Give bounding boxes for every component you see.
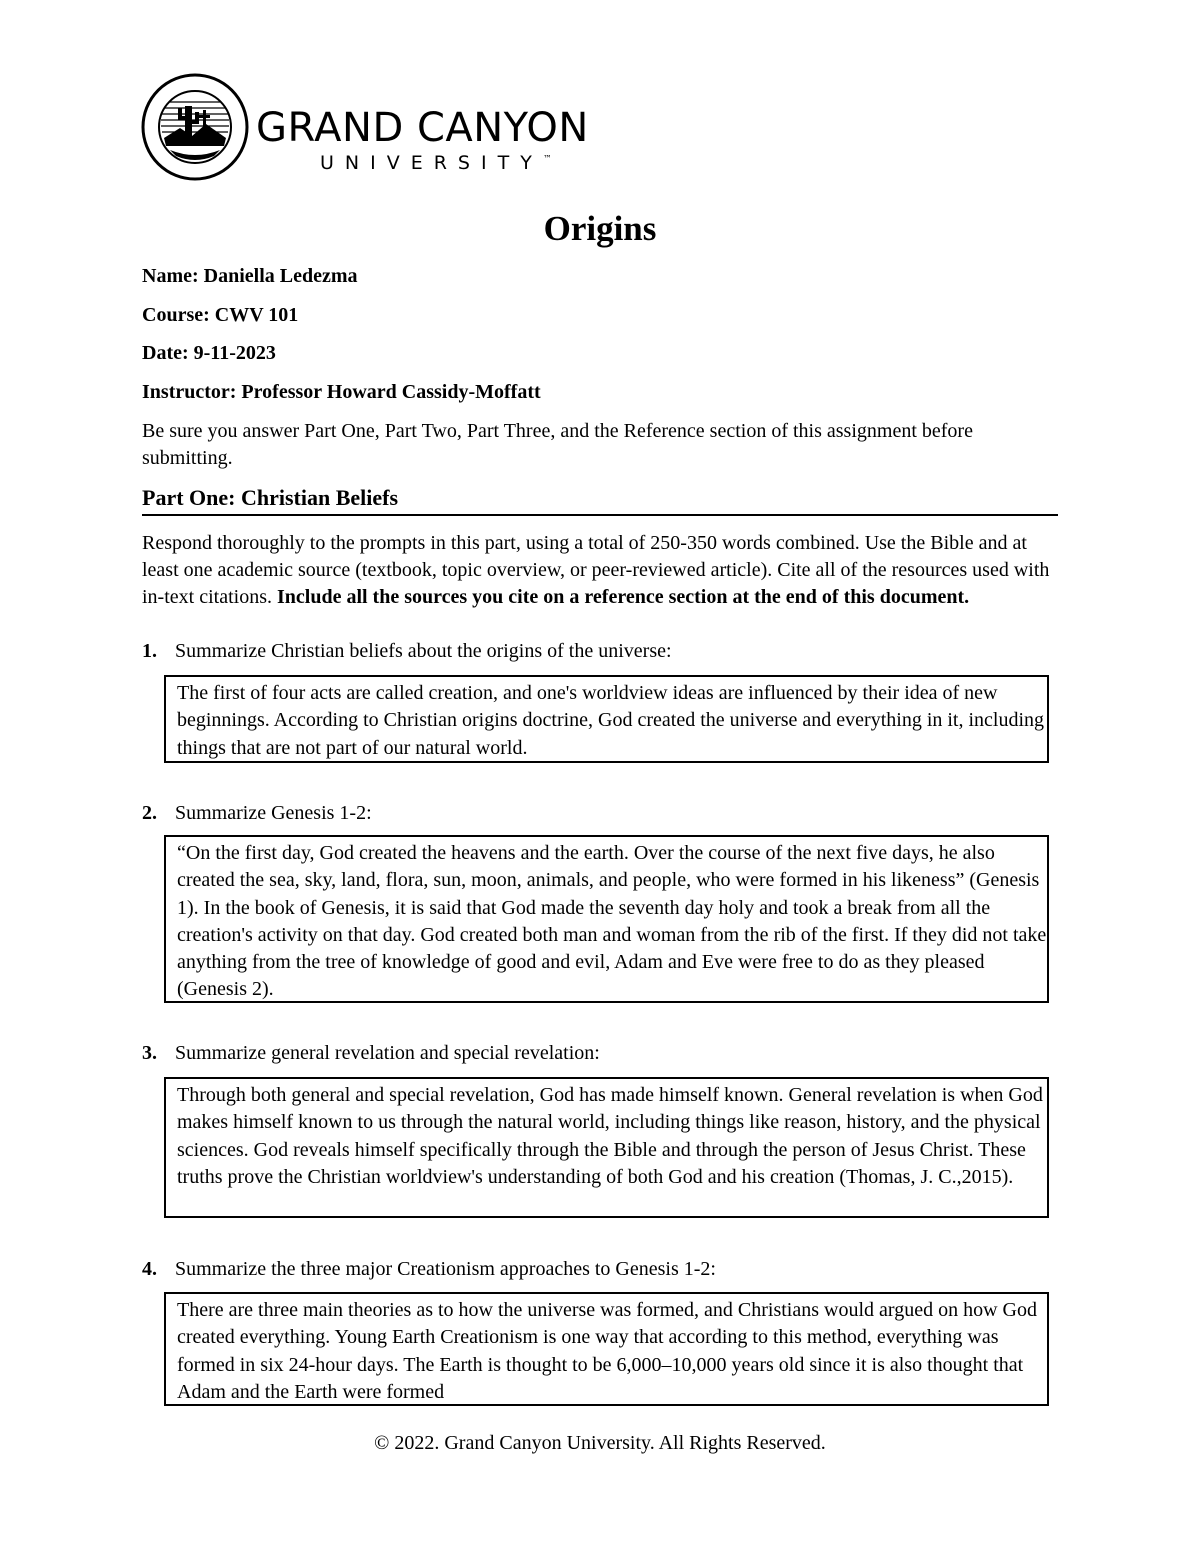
question-4 [142, 1256, 716, 1283]
university-logo [140, 72, 620, 182]
question-number: 4. [142, 1258, 157, 1280]
instructor-name: Instructor: Professor Howard Cassidy-Moffatt [142, 381, 541, 403]
question-number: 3. [142, 1042, 157, 1064]
prompt-text: Respond thoroughly to the prompts in this part, using a total of 250-350 words combined. Use the Bible and at least one academic source (textbook, topic overview, or peer-reviewed article). Cite all of the resources used with in-text citations. [142, 532, 1050, 608]
logo-wordmark: GRAND CANYON [256, 105, 589, 151]
question-3 [142, 1040, 600, 1067]
instructions-text: Be sure you answer Part One, Part Two, Part Three, and the Reference section of this assignment before submitting. [142, 420, 973, 469]
question-number: 1. [142, 640, 157, 662]
submission-date: Date: 9-11-2023 [142, 342, 276, 364]
question-text: Summarize general revelation and special revelation: [175, 1042, 600, 1064]
student-name: Name: Daniella Ledezma [142, 265, 358, 287]
section-prompt [142, 530, 1057, 611]
question-1 [142, 638, 672, 665]
answer-box-3: Through both general and special revelation, God has made himself known. General revelation is when God makes himself known to us through the natural world, including things like reason, history, and the physical sciences. God reveals himself specifically through the Bible and through the person of Jesus Christ. These truths prove the Christian worldview's understanding of both God and his creation (Thomas, J. C.,2015). [164, 1077, 1049, 1218]
university-seal-icon [140, 72, 250, 182]
prompt-bold-text: Include all the sources you cite on a reference section at the end of this document. [276, 586, 970, 608]
course-name: Course: CWV 101 [142, 304, 299, 326]
answer-box-2: “On the first day, God created the heavens and the earth. Over the course of the next five days, he also created the sea, sky, land, flora, sun, moon, animals, and people, who were formed in his likeness” (Genesis 1). In the book of Genesis, it is said that God made the seventh day holy and took a break from all the creation's activity on that day. God created both man and woman from the rib of the first. If they did not take anything from the tree of knowledge of good and evil, Adam and Eve were free to do as they pleased (Genesis 2). [164, 835, 1049, 1003]
answer-box-4: There are three main theories as to how the universe was formed, and Christians would argued on how God created everything. Young Earth Creationism is one way that according to this method, everything was formed in six 24-hour days. The Earth is thought to be 6,000–10,000 years old since it is also thought that Adam and the Earth were formed [164, 1292, 1049, 1406]
logo-subwordmark: UNIVERSITY™ [320, 152, 552, 174]
question-text: Summarize the three major Creationism approaches to Genesis 1-2: [175, 1258, 716, 1280]
copyright-footer: © 2022. Grand Canyon University. All Rights Reserved. [374, 1432, 826, 1454]
section-heading: Part One: Christian Beliefs [142, 484, 1058, 516]
question-2 [142, 800, 372, 827]
question-text: Summarize Christian beliefs about the origins of the universe: [175, 640, 672, 662]
question-text: Summarize Genesis 1-2: [175, 802, 372, 824]
answer-box-1: The first of four acts are called creation, and one's worldview ideas are influenced by their idea of new beginnings. According to Christian origins doctrine, God created the universe and everything in it, including things that are not part of our natural world. [164, 675, 1049, 763]
page-title: Origins [543, 209, 657, 248]
question-number: 2. [142, 802, 157, 824]
